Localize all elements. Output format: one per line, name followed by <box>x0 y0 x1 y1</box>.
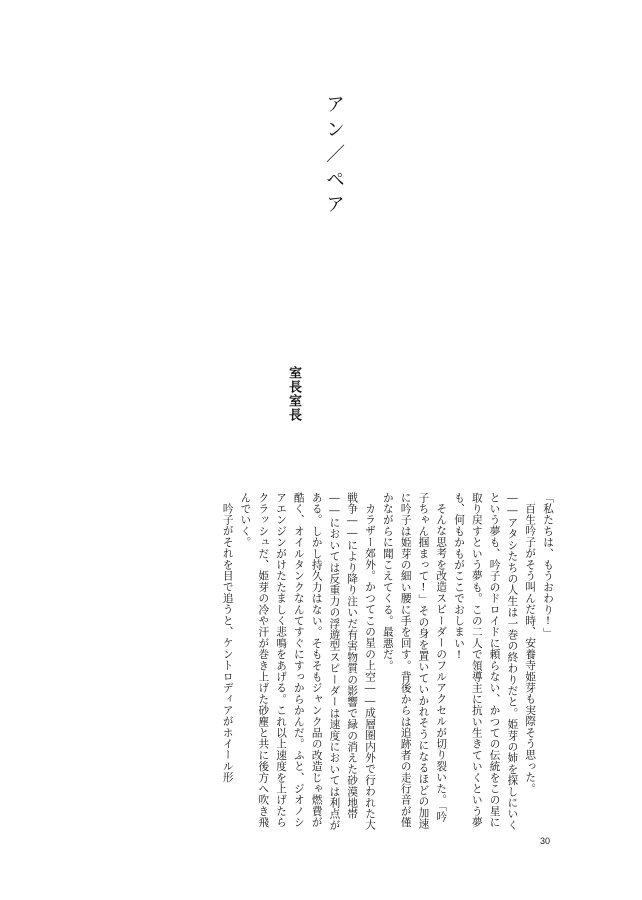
paragraph: そんな思考を改造スピーダーのフルアクセルが切り裂いた。「吟子ちゃん掴まって!」その身を置いていかれそうになるほどの加速に吟子は姫芽の細い腰に手を回す。背後からは追跡者の走行音が僅かながらに聞こえてくる。最悪だ。 <box>381 492 448 830</box>
paragraph: ――アタシたちの人生は一巻の終わりだと。姫芽の姉を探しにいくという夢も、吟子のドロイドに頼らない、かつての伝統をこの星に取り戻すという夢も。この二人で領導主に抗い生きていくという夢も、何もかもがここでおしまい! <box>453 492 519 831</box>
author-name: 室長室長 <box>286 366 301 422</box>
body-text <box>86 492 556 832</box>
paragraph: 百生吟子がそう叫んだ時、安養寺姫芽も実際そう思った。 <box>524 502 537 794</box>
chapter-title: アン／ペア <box>323 94 345 219</box>
page-number: 30 <box>540 836 551 846</box>
paragraph: 「私たちは、もうおわり!」 <box>542 492 554 639</box>
paragraph: 吟子がそれを目で追うと、ケントロディアがホイール形 <box>221 502 234 783</box>
paragraph: カラザー郊外。かつてこの星の上空――成層圏内外で行われた大戦争――により降り注いだ有害物質の影響で緑の消えた砂漠地帯――においては反重力の浮遊型スピーダーは速度においては利点がある。しかし持久力はない。そもそもジャンク品の改造じゃ燃費が酷く、オイルタンクなんてすぐにすっからかんだ。ふと、ジオノシアエンジンがけたたましく悲鳴をあげる。これ以上速度を上げたらクラッシュだ、姫芽の冷や汗が巻き上げた砂塵と共に後方へ吹き飛んでいく。 <box>239 492 377 831</box>
